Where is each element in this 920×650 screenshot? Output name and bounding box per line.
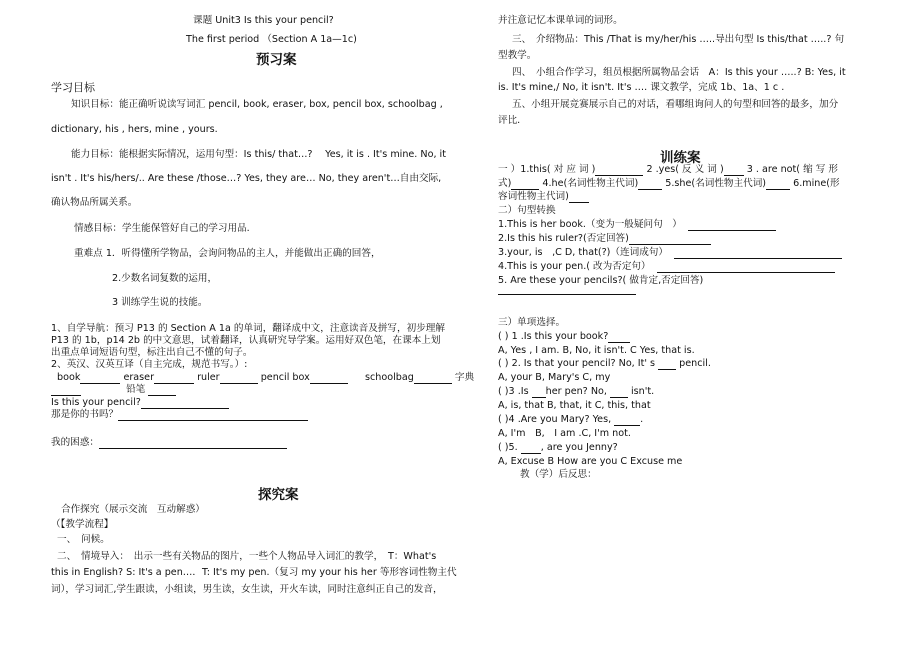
step-1: 一、 问候。 (57, 534, 110, 545)
blank[interactable] (118, 410, 308, 421)
confusion (51, 436, 287, 449)
item-form: 式) (498, 178, 512, 189)
c1-text: ( ) 1 .Is this your book? (498, 331, 609, 342)
c5-text: ( )5. (498, 442, 521, 453)
blank[interactable] (532, 387, 546, 398)
key-point-1: 重难点 1．听得懂所学物品，会询问物品的主人，并能做出正确的回答， (74, 248, 381, 259)
word-pencil-cn: 铅笔 (126, 384, 146, 395)
word-ruler: ruler (197, 372, 220, 383)
teaching-flow: （【教学流程】 (51, 519, 114, 530)
step-2-line1: 二、 情境导入： 出示一些有关物品的图片，一些个人物品导入词汇的教学， T：What's (57, 551, 437, 562)
translation-row1b (365, 371, 474, 384)
q3-text: 3.your, is ,C D, that(?)（连词成句） (498, 247, 668, 258)
section1-line3 (498, 190, 589, 203)
blank[interactable] (614, 415, 640, 426)
item-this: 一 ）1.this( 对 应 词 ) (498, 164, 596, 175)
c2-tail: pencil. (676, 358, 711, 369)
lesson-period: The first period （Section A 1a—1c) (186, 34, 357, 45)
preview-heading: 预习案 (256, 52, 297, 68)
step-4-line2: is. It's mine,/ No, it isn't. It's …. 课文教学，完成 1b、1a、1 c . (498, 82, 785, 93)
blank[interactable] (220, 373, 258, 384)
c3-mid: her pen? No, (545, 386, 610, 397)
guide-line2: P13 的 1b，p14 2b 的中文意思，试着翻译，认真研究导学案。运用好双色笔，在课本上划 (51, 335, 441, 346)
training-heading: 训练案 (660, 150, 701, 166)
emotion-goal: 情感目标：学生能保管好自己的学习用品. (74, 223, 250, 234)
blank[interactable] (657, 262, 835, 273)
blank[interactable] (595, 165, 643, 176)
sentence-cn: 那是你的书吗？ (51, 409, 119, 420)
blank[interactable] (724, 165, 744, 176)
blank[interactable] (569, 192, 589, 203)
lesson-topic: 课题 Unit3 Is this your pencil? (193, 15, 334, 26)
knowledge-goal-line1: 知识目标：能正确听说读写词汇 pencil, book, eraser, box, pencil box, schoolbag , (71, 99, 443, 110)
blank[interactable] (688, 220, 776, 231)
translation-row2 (51, 383, 176, 396)
goals-title: 学习目标 (51, 81, 95, 94)
blank[interactable] (148, 385, 176, 396)
c3-text: ( )3 .Is (498, 386, 532, 397)
step-2-line2: this in English? S: It's a pen…．T: It's my pen.（复习 my your his her 等形容词性物主代 (51, 567, 457, 578)
ability-goal-line3: 确认物品所属关系。 (51, 197, 138, 208)
inquiry-heading: 探究案 (258, 487, 299, 503)
word-schoolbag: schoolbag (365, 372, 414, 383)
choice-q1-options: A, Yes , I am. B, No, it isn't. C Yes, that is. (498, 345, 695, 356)
transform-q5: 5. Are these your pencils?( 做肯定,否定回答) (498, 275, 704, 286)
c2-text: ( ) 2. Is that your pencil? No, It' s (498, 358, 659, 369)
blank[interactable] (99, 438, 287, 449)
sentence-en: Is this your pencil? (51, 397, 141, 408)
ability-goal-line2: isn't . It's his/hers/.. Are these /those…? Yes, they are… No, they aren't…自由交际, (51, 173, 442, 184)
item-she: 5.she(名词性物主代词) (665, 178, 767, 189)
choice-q3 (498, 385, 654, 398)
transform-q2 (498, 232, 711, 245)
transform-q4 (498, 260, 835, 273)
guide-line1: 1、自学导航：预习 P13 的 Section A 1a 的单词，翻译成中文，注意读音及拼写，初步理解 (51, 323, 445, 334)
blank[interactable] (658, 359, 676, 370)
blank[interactable] (766, 179, 790, 190)
word-book: book (57, 372, 81, 383)
key-point-2: 2.少数名词复数的运用， (112, 273, 218, 284)
knowledge-goal-line2: dictionary, his , hers, mine , yours. (51, 124, 218, 135)
section1-line2 (498, 177, 840, 190)
step-5-line2: 评比. (498, 115, 521, 126)
confusion-label: 我的困惑： (51, 437, 99, 448)
item-mine: 6.mine(形 (793, 178, 840, 189)
choice-q1 (498, 330, 630, 343)
blank[interactable] (608, 332, 630, 343)
choice-q5-options: A, Excuse B How are you C Excuse me (498, 456, 683, 467)
word-eraser: eraser (123, 372, 155, 383)
step-2-line3: 词），学习词汇,学生跟读，小组读，男生读，女生读，开火车读，同时注意纠正自己的发音， (51, 584, 443, 595)
q1-text: 1.This is her book.（变为一般疑问句 ） (498, 219, 682, 230)
ability-goal-line1: 能力目标：能根据实际情况，运用句型：Is this/ that…? Yes, it is . It's mine. No, it (71, 149, 446, 160)
blank[interactable] (310, 373, 348, 384)
choice-q2 (498, 357, 711, 370)
blank[interactable] (51, 385, 81, 396)
translate-sentence-2 (51, 408, 308, 421)
blank[interactable] (511, 179, 539, 190)
word-dictionary: 字典 (454, 372, 475, 383)
item-adj: 容词性物主代词) (498, 191, 569, 202)
translation-title: 2、英汉、汉英互译（自主完成，规范书写。）: (51, 359, 248, 370)
section2-title: 二）句型转换 (498, 205, 556, 216)
choice-q4-options: A, I'm B, I am .C, I'm not. (498, 428, 631, 439)
blank[interactable] (521, 443, 541, 454)
choice-q3-options: A, is, that B, that, it C, this, that (498, 400, 651, 411)
step-5-line1: 五、小组开展竞赛展示自己的对话，看哪组询问人的句型和回答的最多，加分 (512, 99, 839, 110)
c4-tail: . (640, 414, 644, 425)
guide-line3: 出重点单词短语句型，标注出自己不懂的句子。 (51, 347, 253, 358)
choice-q2-options: A, your B, Mary's C, my (498, 372, 611, 383)
item-he: 4.he(名词性物主代词) (542, 178, 639, 189)
blank[interactable] (674, 248, 842, 259)
c4-text: ( )4 .Are you Mary? Yes, (498, 414, 615, 425)
q2-text: 2.Is this his ruler?(否定回答) (498, 233, 629, 244)
step-2-line4: 并注意记忆本课单词的词形。 (498, 15, 623, 26)
transform-q3 (498, 246, 842, 259)
reflection: 教（学）后反思： (520, 469, 597, 480)
step-4-line1: 四、 小组合作学习，组员根据所属物品会话 A：Is this your …..? B: Yes, it (512, 67, 846, 78)
blank[interactable] (414, 373, 452, 384)
step-3-line1: 三、 介绍物品：This /That is my/her/his …..导出句型 Is this/that …..? 句 (512, 34, 845, 45)
q4-text: 4.This is your pen.( 改为否定句） (498, 261, 651, 272)
blank[interactable] (638, 179, 662, 190)
cooperation: 合作探究（展示交流 互动解惑） (61, 504, 205, 515)
choice-q4 (498, 413, 643, 426)
section3-title: 三）单项选择。 (498, 317, 566, 328)
c5-tail: , are you Jenny? (540, 442, 618, 453)
word-pencil-box: pencil box (260, 372, 310, 383)
section1-line1 (498, 163, 838, 176)
c3-tail: isn't. (627, 386, 655, 397)
answer-line[interactable] (498, 294, 636, 295)
item-are-not: 3 . are not( 缩 写 形 (746, 164, 838, 175)
blank[interactable] (610, 387, 628, 398)
transform-q1 (498, 218, 776, 231)
key-point-3: 3 训练学生说的技能。 (112, 297, 208, 308)
blank[interactable] (629, 234, 711, 245)
item-yes: 2 .yes( 反 义 词 ) (646, 164, 724, 175)
choice-q5 (498, 441, 618, 454)
step-3-line2: 型教学。 (498, 50, 537, 61)
